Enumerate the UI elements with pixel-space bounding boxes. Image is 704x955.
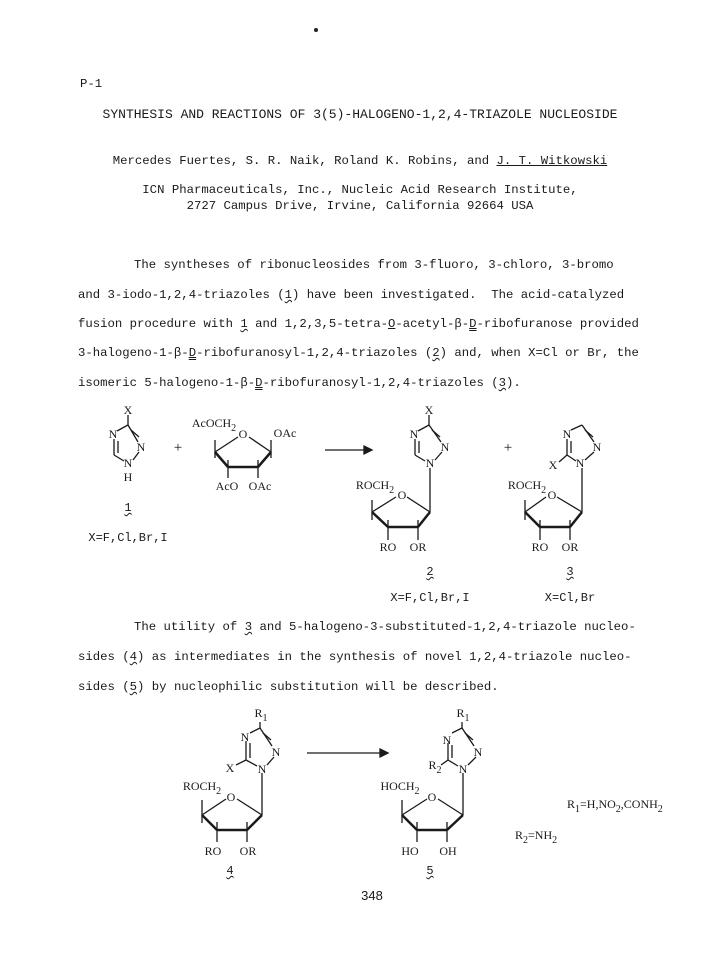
ro-label: RO xyxy=(379,540,397,554)
text-run: D xyxy=(469,317,477,331)
or-label: OR xyxy=(239,844,257,858)
atom-x: X xyxy=(548,458,558,472)
text-run: ) and, when X=Cl or Br, the xyxy=(439,346,639,360)
r2-substituent: $R_2$ xyxy=(428,758,442,776)
text-run: ) by nucleophilic substitution will be described. xyxy=(137,680,499,694)
text-run: and 3-iodo-1,2,4-triazoles ( xyxy=(78,288,285,302)
text-run: 5 xyxy=(129,680,138,694)
text-line xyxy=(78,375,521,391)
compound-2-number: 2 xyxy=(426,565,434,579)
compound-1-caption: X=F,Cl,Br,I xyxy=(88,531,168,545)
affiliation-line-1: ICN Pharmaceuticals, Inc., Nucleic Acid Research Institute, xyxy=(142,183,578,197)
compound-3-number: 3 xyxy=(566,565,574,579)
aco-label: AcO xyxy=(215,479,239,493)
text-run: -acetyl-β- xyxy=(395,317,470,331)
atom-n: N xyxy=(562,427,572,441)
atom-n: N xyxy=(442,733,452,747)
corresponding-author: J. T. Witkowski xyxy=(496,154,608,168)
atom-x: X xyxy=(424,403,434,417)
r2-definition: $R_2=NH_2$ xyxy=(515,828,558,846)
text-run: 3-halogeno-1-β- xyxy=(78,346,189,360)
text-run: O xyxy=(387,317,396,331)
text-run: D xyxy=(255,376,263,390)
text-line xyxy=(78,345,639,361)
scan-dot xyxy=(314,28,318,32)
atom-n: N xyxy=(425,456,435,470)
text-run: The syntheses of ribonucleosides from 3-fluoro, 3-chloro, 3-bromo xyxy=(134,258,614,272)
r1-substituent: $R_1$ xyxy=(254,706,268,724)
or-label: OR xyxy=(409,540,427,554)
reaction-arrow-1 xyxy=(325,446,372,454)
page-code: P-1 xyxy=(80,77,103,91)
atom-n: N xyxy=(257,762,267,776)
atom-x: X xyxy=(225,761,235,775)
text-run: isomeric 5-halogeno-1-β- xyxy=(78,376,256,390)
text-run: ) have been investigated. The acid-catalyzed xyxy=(292,288,625,302)
plus-sign: + xyxy=(173,440,183,456)
atom-n: N xyxy=(473,745,483,759)
atom-n: N xyxy=(458,762,468,776)
ring-oxygen: O xyxy=(226,790,236,804)
compound-5-number: 5 xyxy=(426,864,434,878)
atom-n: N xyxy=(108,427,118,441)
text-run: sides ( xyxy=(78,680,130,694)
authors xyxy=(113,153,607,169)
compound-3-caption: X=Cl,Br xyxy=(544,591,596,605)
text-run: 3 xyxy=(498,376,507,390)
ro-label: RO xyxy=(204,844,222,858)
compound-4-number: 4 xyxy=(226,864,234,878)
text-run: 1 xyxy=(240,317,248,331)
atom-n: N xyxy=(592,440,602,454)
plus-sign: + xyxy=(503,440,513,456)
compound-2-caption: X=F,Cl,Br,I xyxy=(390,591,470,605)
text-run: and 5-halogeno-3-substituted-1,2,4-triazole nucleo- xyxy=(252,620,636,634)
text-line xyxy=(134,257,614,273)
atom-n: N xyxy=(409,427,419,441)
ring-oxygen: O xyxy=(238,427,248,441)
text-run: 3 xyxy=(244,620,253,634)
rooch2-label: $ROCH_2$ xyxy=(355,478,395,496)
text-line xyxy=(134,619,636,635)
compound-1-ring xyxy=(114,415,139,461)
affiliation-line-2: 2727 Campus Drive, Irvine, California 92664 USA xyxy=(186,199,534,213)
text-line xyxy=(78,679,499,695)
ring-oxygen: O xyxy=(427,790,437,804)
oac-label: OAc xyxy=(248,479,272,493)
text-run: ) as intermediates in the synthesis of novel 1,2,4-triazole nucleo- xyxy=(137,650,632,664)
rooch2-label: $ROCH_2$ xyxy=(507,478,547,496)
text-line xyxy=(78,316,639,332)
atom-x: X xyxy=(123,403,133,417)
oac-label: OAc xyxy=(273,426,297,440)
r1-definition: $R_1=H,NO_2,CONH_2$ xyxy=(567,797,663,815)
atom-n: N xyxy=(240,730,250,744)
r1-substituent: $R_1$ xyxy=(456,706,470,724)
text-run: sides ( xyxy=(78,650,130,664)
author-names: Mercedes Fuertes, S. R. Naik, Roland K. Robins, and xyxy=(112,154,497,168)
text-run: The utility of xyxy=(134,620,245,634)
ring-oxygen: O xyxy=(397,488,407,502)
text-run: and 1,2,3,5-tetra- xyxy=(247,317,388,331)
rooch2-label: $ROCH_2$ xyxy=(182,779,222,797)
reaction-arrow-2 xyxy=(307,749,388,757)
acetoxymethyl-label: AcOCH$_2$ xyxy=(191,416,237,434)
hoch2-label: $HOCH_2$ xyxy=(380,779,420,797)
text-run: 2 xyxy=(432,346,440,360)
text-run: 4 xyxy=(129,650,138,664)
text-run: -ribofuranose provided xyxy=(476,317,639,331)
text-run: -ribofuranosyl-1,2,4-triazoles ( xyxy=(262,376,499,390)
ho-label: HO xyxy=(401,844,419,858)
atom-n: N xyxy=(271,745,281,759)
ro-label: RO xyxy=(531,540,549,554)
atom-h: H xyxy=(123,470,133,484)
text-run: fusion procedure with xyxy=(78,317,241,331)
text-line xyxy=(78,649,631,665)
atom-n: N xyxy=(440,440,450,454)
page-title: SYNTHESIS AND REACTIONS OF 3(5)-HALOGENO-1,2,4-TRIAZOLE NUCLEOSIDE xyxy=(102,107,618,122)
text-run: ). xyxy=(506,376,521,390)
ring-oxygen: O xyxy=(547,488,557,502)
text-line xyxy=(78,287,624,303)
atom-n: N xyxy=(136,440,146,454)
or-label: OR xyxy=(561,540,579,554)
atom-n: N xyxy=(575,456,585,470)
text-run: D xyxy=(188,346,197,360)
compound-1-number: 1 xyxy=(124,501,132,515)
oh-label: OH xyxy=(439,844,457,858)
text-run: -ribofuranosyl-1,2,4-triazoles ( xyxy=(196,346,433,360)
ribose-tetraacetate-ring xyxy=(215,437,271,478)
page-number: 348 xyxy=(361,888,383,903)
atom-n: N xyxy=(123,456,133,470)
text-run: 1 xyxy=(284,288,293,302)
